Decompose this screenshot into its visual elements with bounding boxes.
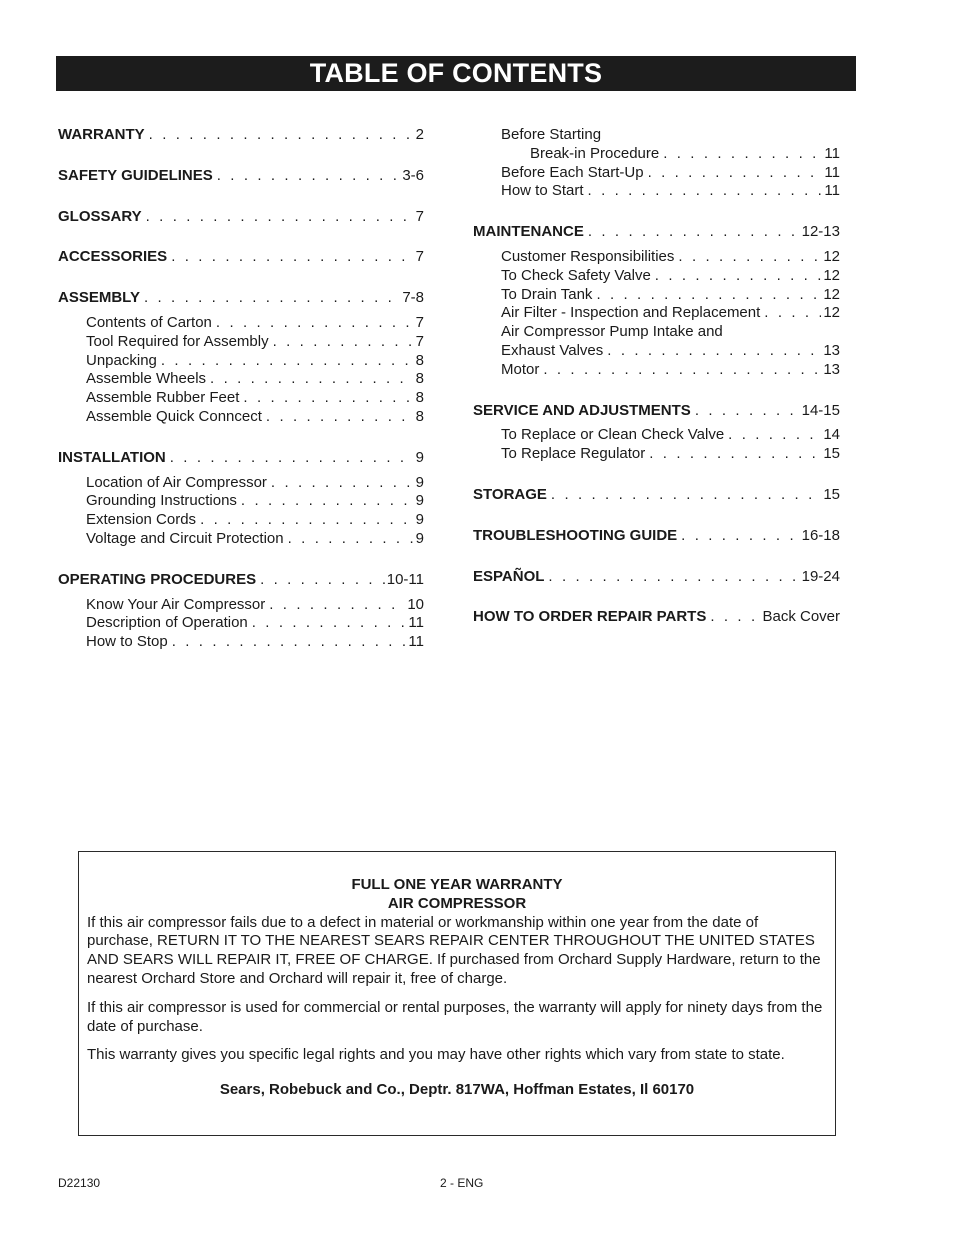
dot-leader: [217, 167, 401, 186]
toc-label: Air Filter - Inspection and Replacement: [501, 304, 761, 322]
toc-page: 7-8: [402, 289, 424, 307]
dot-leader: [548, 568, 799, 587]
toc-page: 7: [415, 248, 424, 266]
dot-leader: [273, 333, 414, 352]
toc-label: TROUBLESHOOTING GUIDE: [473, 526, 678, 544]
dot-leader: [161, 352, 414, 371]
toc-page: Back Cover: [762, 608, 840, 626]
dot-leader: [607, 342, 821, 361]
toc-subentry[interactable]: [473, 286, 840, 305]
toc-subentry[interactable]: [58, 474, 424, 493]
page-number: 2 - ENG: [440, 1176, 484, 1190]
dot-leader: [710, 608, 760, 627]
toc-label: MAINTENANCE: [473, 223, 584, 241]
toc-label: To Replace or Clean Check Valve: [501, 426, 725, 444]
toc-subentry[interactable]: [473, 182, 840, 201]
dot-leader: [648, 164, 823, 183]
toc-page: 10-11: [386, 570, 424, 588]
toc-label: Motor: [501, 360, 540, 378]
dot-leader: [200, 511, 414, 530]
toc-entry-repair-parts[interactable]: [473, 608, 840, 627]
toc-page: 12: [823, 247, 840, 265]
toc-entry-service-adjustments[interactable]: [473, 402, 840, 421]
toc-subentry-line: [473, 323, 840, 342]
toc-page: 2: [415, 126, 424, 143]
toc-subentry[interactable]: [58, 596, 424, 615]
toc-label: Know Your Air Compressor: [86, 595, 266, 613]
dot-leader: [588, 223, 800, 242]
page-title: TABLE OF CONTENTS: [309, 58, 603, 88]
toc-subentry[interactable]: [473, 145, 840, 164]
toc-subentry[interactable]: [58, 511, 424, 530]
dot-leader: [216, 314, 414, 333]
toc-label: How to Start: [501, 182, 584, 200]
dot-leader: [678, 248, 821, 267]
toc-label: How to Stop: [86, 633, 168, 651]
toc-page: 10: [407, 595, 424, 613]
toc-page: 19-24: [801, 567, 840, 585]
toc-page: 11: [824, 182, 840, 200]
toc-page: 3-6: [402, 166, 424, 184]
toc-label: STORAGE: [473, 485, 547, 503]
toc-entry-espanol[interactable]: [473, 568, 840, 587]
toc-entry-operating-procedures[interactable]: [58, 571, 424, 590]
toc-label: Description of Operation: [86, 614, 248, 632]
toc-left-column: [58, 126, 424, 652]
warranty-heading: FULL ONE YEAR WARRANTY: [351, 876, 563, 893]
toc-subentry[interactable]: [473, 248, 840, 267]
toc-label: Exhaust Valves: [501, 341, 604, 359]
toc-entry-accessories[interactable]: [58, 248, 424, 267]
toc-page: 12: [823, 285, 840, 303]
toc-subentry[interactable]: [58, 492, 424, 511]
toc-label: To Check Safety Valve: [501, 266, 651, 284]
toc-page: 9: [415, 473, 424, 491]
dot-leader: [271, 474, 414, 493]
dot-leader: [288, 530, 414, 549]
toc-page: 8: [415, 407, 424, 425]
toc-entry-maintenance[interactable]: [473, 223, 840, 242]
dot-leader: [695, 402, 800, 421]
toc-page: 9: [415, 492, 424, 510]
dot-leader: [144, 289, 400, 308]
title-bar: [56, 56, 856, 91]
toc-page: 14-15: [801, 401, 840, 419]
dot-leader: [241, 492, 414, 511]
toc-label: INSTALLATION: [58, 448, 166, 466]
toc-subentry[interactable]: [58, 314, 424, 333]
document-code: D22130: [58, 1176, 101, 1190]
toc-label: HOW TO ORDER REPAIR PARTS: [473, 608, 707, 626]
toc-label: ACCESSORIES: [58, 248, 168, 266]
toc-subentry[interactable]: [473, 304, 840, 323]
toc-subentry[interactable]: [58, 333, 424, 352]
dot-leader: [149, 126, 414, 145]
dot-leader: [764, 304, 821, 323]
toc-label: Extension Cords: [86, 511, 197, 529]
toc-label: OPERATING PROCEDURES: [58, 570, 257, 588]
toc-page: 11: [824, 144, 840, 162]
toc-subentry[interactable]: [473, 267, 840, 286]
toc-label: Before Starting: [501, 126, 602, 143]
warranty-paragraph: If this air compressor fails due to a defect in material or workmanship within one year from the date of purchase, RETURN IT TO THE NEAREST SEARS REPAIR CENTER THROUGHOUT THE UNITED STATES AND SEARS WILL REPAIR IT, FREE OF CHARGE. If purchased from Orchard Supply Hardware, return to the nearest Orchard Store and Orchard will repair it, free of charge.: [87, 913, 821, 987]
toc-page: 12: [823, 266, 840, 284]
toc-subentry[interactable]: [58, 389, 424, 408]
toc-subentry[interactable]: [58, 614, 424, 633]
toc-entry-installation[interactable]: [58, 449, 424, 468]
toc-label: Location of Air Compressor: [86, 473, 267, 491]
toc-page: 14: [823, 426, 840, 444]
dot-leader: [170, 449, 414, 468]
toc-subentry[interactable]: [473, 361, 840, 380]
dot-leader: [252, 614, 407, 633]
toc-label: Air Compressor Pump Intake and: [501, 323, 723, 341]
toc-label: Assemble Quick Conncect: [86, 407, 262, 425]
dot-leader: [596, 286, 821, 305]
toc-page: 11: [408, 614, 424, 632]
toc-page: 13: [823, 341, 840, 359]
toc-page: 15: [823, 445, 840, 463]
toc-label: Tool Required for Assembly: [86, 332, 269, 350]
dot-leader: [728, 426, 821, 445]
toc-subentry[interactable]: [58, 352, 424, 371]
toc-page: 13: [823, 360, 840, 378]
toc-subentry[interactable]: [58, 633, 424, 652]
dot-leader: [663, 145, 822, 164]
toc-label: Assemble Wheels: [86, 370, 207, 388]
warranty-box: [78, 851, 836, 1136]
toc-entry-warranty[interactable]: [58, 126, 424, 145]
toc-label: Grounding Instructions: [86, 492, 237, 510]
toc-subentry[interactable]: [473, 164, 840, 183]
toc-page: 9: [415, 529, 424, 547]
toc-entry-safety-guidelines[interactable]: [58, 167, 424, 186]
toc-label: GLOSSARY: [58, 207, 142, 225]
toc-subentry[interactable]: [58, 530, 424, 549]
dot-leader: [146, 208, 414, 227]
toc-label: ESPAÑOL: [473, 567, 545, 585]
toc-subentry[interactable]: [58, 370, 424, 389]
toc-page: 7: [415, 332, 424, 350]
toc-label: Break-in Procedure: [530, 144, 660, 162]
toc-label: Unpacking: [86, 351, 157, 369]
warranty-address: Sears, Robebuck and Co., Deptr. 817WA, Hoffman Estates, Il 60170: [219, 1081, 695, 1099]
toc-label: Before Each Start-Up: [501, 163, 644, 181]
dot-leader: [243, 389, 413, 408]
toc-page: 16-18: [801, 526, 840, 544]
toc-entry-glossary[interactable]: [58, 208, 424, 227]
toc-page: 11: [824, 163, 840, 181]
toc-label: ASSEMBLY: [58, 289, 140, 307]
dot-leader: [681, 527, 799, 546]
dot-leader: [551, 486, 821, 505]
dot-leader: [210, 370, 414, 389]
dot-leader: [260, 571, 385, 590]
toc-page: 11: [408, 633, 424, 651]
toc-page: 9: [415, 448, 424, 466]
toc-label: Voltage and Circuit Protection: [86, 529, 284, 547]
toc-right-column: [473, 126, 840, 627]
toc-page: 8: [415, 351, 424, 369]
toc-label: SERVICE AND ADJUSTMENTS: [473, 401, 691, 419]
dot-leader: [171, 248, 413, 267]
toc-page: 7: [415, 207, 424, 225]
toc-label: Contents of Carton: [86, 313, 212, 331]
dot-leader: [172, 633, 407, 652]
toc-entry-storage[interactable]: [473, 486, 840, 505]
toc-label: To Drain Tank: [501, 285, 593, 303]
toc-page: 8: [415, 389, 424, 407]
toc-page: 7: [415, 313, 424, 331]
toc-page: 15: [823, 485, 840, 503]
toc-subheading-before-starting: [473, 126, 840, 145]
dot-leader: [649, 445, 821, 464]
toc-subentry[interactable]: [473, 426, 840, 445]
warranty-paragraph: If this air compressor is used for commercial or rental purposes, the warranty will apply for ninety days from the date of purchase.: [87, 998, 823, 1035]
dot-leader: [543, 361, 821, 380]
dot-leader: [266, 408, 414, 427]
toc-subentry[interactable]: [473, 445, 840, 464]
toc-label: To Replace Regulator: [501, 445, 646, 463]
toc-subentry[interactable]: [473, 342, 840, 361]
toc-page: 12: [823, 304, 840, 322]
dot-leader: [588, 182, 823, 201]
toc-label: SAFETY GUIDELINES: [58, 166, 213, 184]
toc-entry-troubleshooting[interactable]: [473, 527, 840, 546]
toc-page: 8: [415, 370, 424, 388]
dot-leader: [655, 267, 822, 286]
toc-page: 9: [415, 511, 424, 529]
warranty-subheading: AIR COMPRESSOR: [387, 894, 527, 912]
toc-label: Assemble Rubber Feet: [86, 389, 240, 407]
dot-leader: [269, 596, 405, 615]
toc-label: Customer Responsibilities: [501, 247, 675, 265]
toc-subentry[interactable]: [58, 408, 424, 427]
toc-page: 12-13: [801, 223, 840, 241]
toc-label: WARRANTY: [58, 126, 145, 143]
toc-entry-assembly[interactable]: [58, 289, 424, 308]
warranty-paragraph: This warranty gives you specific legal rights and you may have other rights which vary from state to state.: [87, 1046, 785, 1064]
